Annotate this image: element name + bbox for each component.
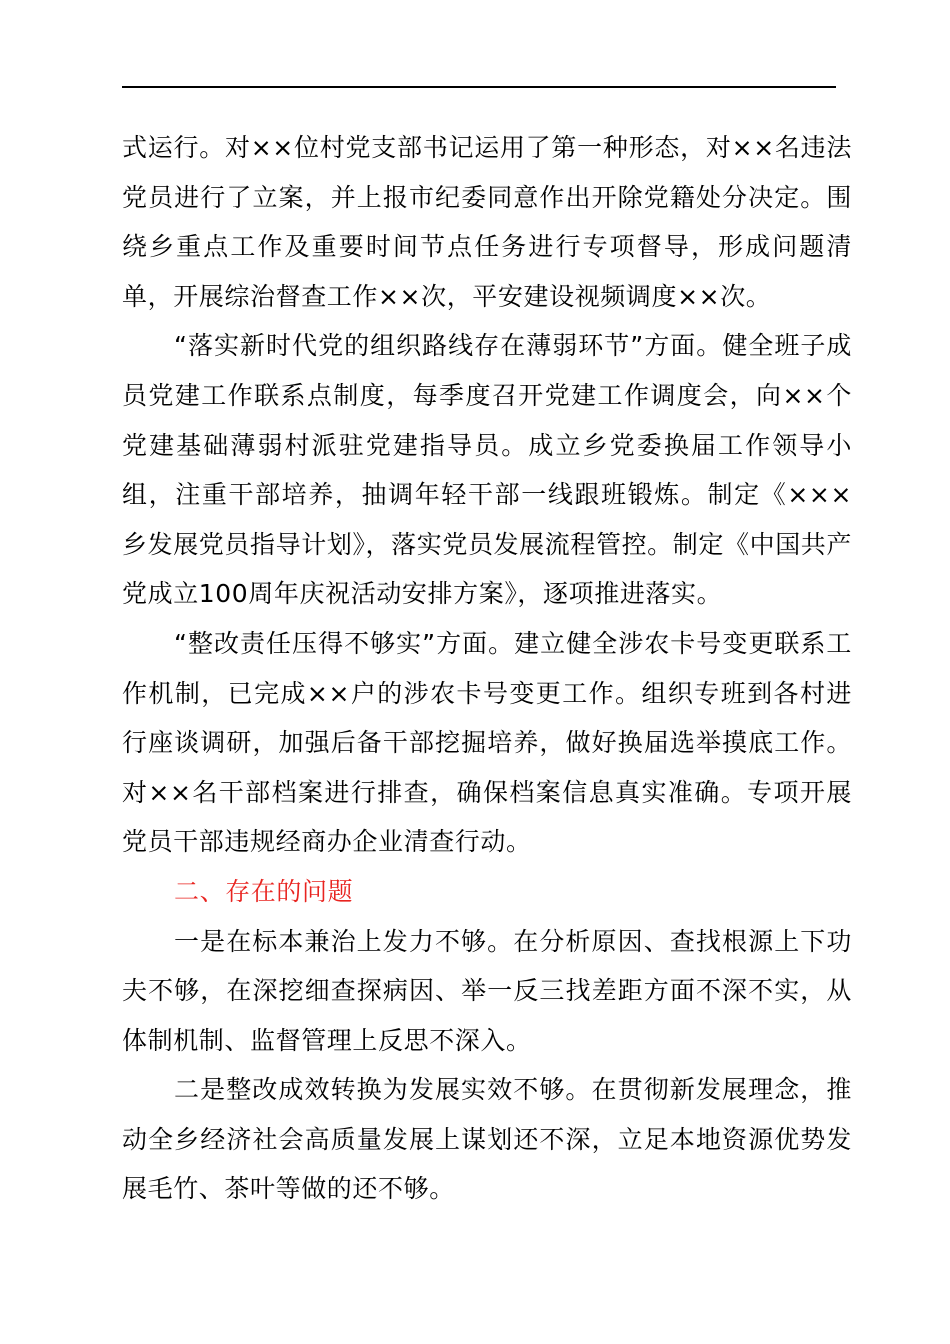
paragraph-continuation: 式运行。对××位村党支部书记运用了第一种形态，对××名违法党员进行了立案，并上报市纪委同意作出开除党籍处分决定。围绕乡重点工作及重要时间节点任务进行专项督导，形成问题清单，开展综治督查工作××次，平安建设视频调度××次。 <box>122 133 852 311</box>
paragraph-organizational-line: “落实新时代党的组织路线存在薄弱环节”方面。健全班子成员党建工作联系点制度，每季度召开党建工作调度会，向××个党建基础薄弱村派驻党建指导员。成立乡党委换届工作领导小组，注重干部培养，抽调年轻干部一线跟班锻炼。制定《×××乡发展党员指导计划》，落实党员发展流程管控。制定《中国共产党成立100周年庆祝活动安排方案》，逐项推进落实。 <box>122 331 852 609</box>
paragraph-rectification-responsibility: “整改责任压得不够实”方面。建立健全涉农卡号变更联系工作机制，已完成××户的涉农卡号变更工作。组织专班到各村进行座谈调研，加强后备干部挖掘培养，做好换届选举摸底工作。对××名干部档案进行排查，确保档案信息真实准确。专项开展党员干部违规经商办企业清查行动。 <box>122 628 852 857</box>
paragraph-problem-two: 二是整改成效转换为发展实效不够。在贯彻新发展理念，推动全乡经济社会高质量发展上谋划还不深，立足本地资源优势发展毛竹、茶叶等做的还不够。 <box>122 1075 852 1204</box>
header-rule <box>122 86 836 88</box>
paragraph-problem-one: 一是在标本兼治上发力不够。在分析原因、查找根源上下功夫不够，在深挖细查探病因、举一反三找差距方面不深不实，从体制机制、监督管理上反思不深入。 <box>122 926 852 1055</box>
document-body <box>122 123 852 1214</box>
section-heading-existing-problems: 二、存在的问题 <box>174 876 354 906</box>
